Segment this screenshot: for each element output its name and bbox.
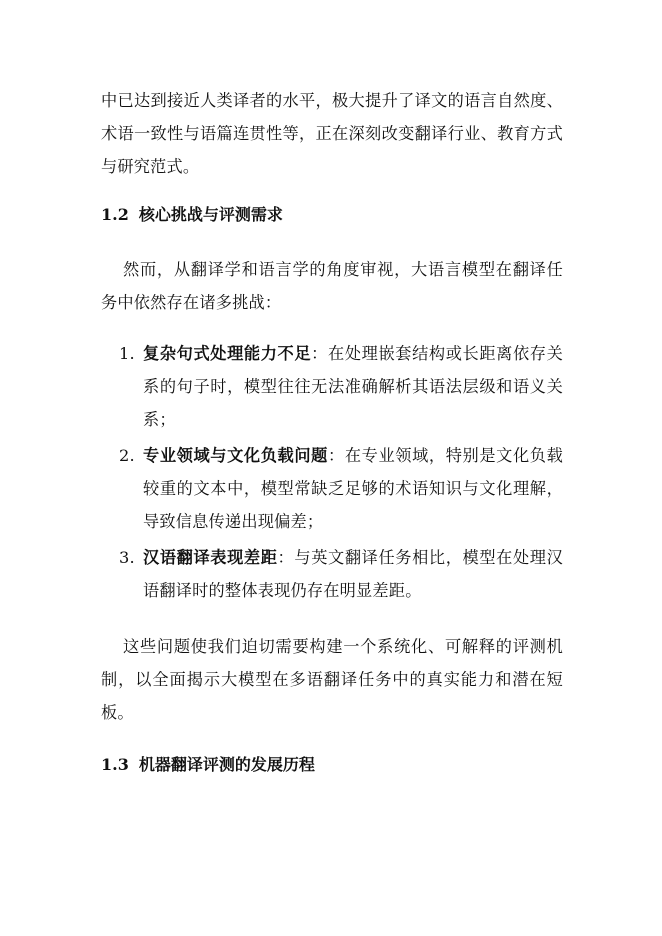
intro-paragraph: 中已达到接近人类译者的水平，极大提升了译文的语言自然度、术语一致性与语篇连贯性等，正在深刻改变翻译行业、教育方式与研究范式。	[101, 91, 563, 176]
challenge-term: 汉语翻译表现差距	[143, 548, 278, 567]
term-separator: ：	[327, 446, 345, 465]
list-marker: 3.	[119, 548, 135, 567]
challenge-term: 专业领域与文化负载问题	[143, 446, 328, 465]
section-title: 核心挑战与评测需求	[138, 205, 283, 224]
challenge-list	[119, 337, 563, 610]
list-item	[119, 337, 563, 436]
list-marker: 1.	[119, 344, 135, 363]
section-heading-1-2	[101, 203, 283, 227]
challenge-text: 在专业领域，特别是文化负载较重的文本中，模型常缺乏足够的术语知识与文化理解，导致信息传递出现偏差；	[143, 446, 563, 531]
section-title: 机器翻译评测的发展历程	[138, 755, 315, 774]
section-heading-1-3	[101, 753, 315, 777]
list-item	[119, 439, 563, 538]
challenge-intro-paragraph: 然而，从翻译学和语言学的角度审视，大语言模型在翻译任务中依然存在诸多挑战：	[101, 260, 563, 312]
section-number: 1.3	[101, 755, 129, 774]
section-number: 1.2	[101, 205, 129, 224]
challenge-text: 在处理嵌套结构或长距离依存关系的句子时，模型往往无法准确解析其语法层级和语义关系；	[143, 344, 564, 429]
term-separator: ：	[311, 344, 328, 363]
term-separator: ：	[277, 548, 295, 567]
conclusion-paragraph: 这些问题使我们迫切需要构建一个系统化、可解释的评测机制，以全面揭示大模型在多语翻译任务中的真实能力和潜在短板。	[101, 637, 563, 722]
list-item	[119, 541, 563, 607]
list-marker: 2.	[119, 446, 135, 465]
challenge-text: 与英文翻译任务相比，模型在处理汉语翻译时的整体表现仍存在明显差距。	[143, 548, 564, 600]
challenge-term: 复杂句式处理能力不足	[143, 344, 312, 363]
